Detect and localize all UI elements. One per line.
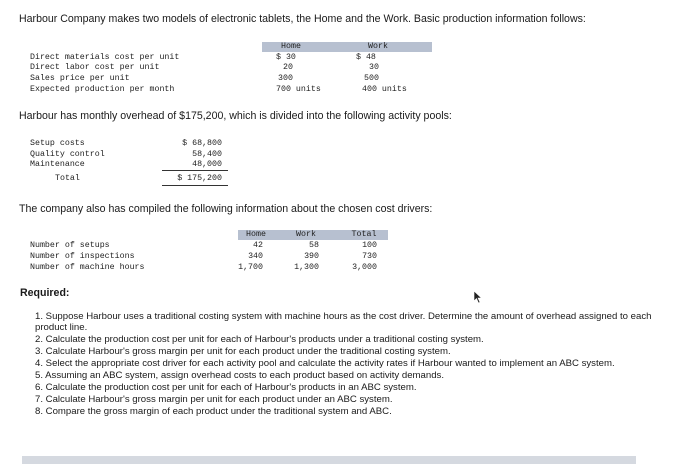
driver-row-label: Number of inspections <box>30 252 135 261</box>
drivers-header-total: Total <box>351 230 377 239</box>
pool-row-value: 58,400 <box>192 150 222 159</box>
driver-row-home: 340 <box>248 252 263 261</box>
mouse-cursor-icon <box>473 290 485 304</box>
production-row-work: 400 units <box>362 85 407 94</box>
production-row-label: Sales price per unit <box>30 74 130 83</box>
production-row-work: 30 <box>369 63 379 72</box>
production-row-home: $ 30 <box>276 53 296 62</box>
pool-total-rule <box>162 185 228 186</box>
required-item: 2. Calculate the production cost per unit for each of Harbour's products under a traditional costing system. <box>35 334 484 346</box>
required-list <box>22 311 686 418</box>
pool-row-label: Quality control <box>30 150 105 159</box>
required-item: 8. Compare the gross margin of each product under the traditional system and ABC. <box>35 405 392 417</box>
pool-total-label: Total <box>55 174 80 183</box>
driver-row-home: 42 <box>253 241 263 250</box>
required-item: 1. Suppose Harbour uses a traditional costing system with machine hours as the cost driver. Determine the amount of overhead assigned to each product line. <box>35 311 652 334</box>
driver-row-total: 100 <box>362 241 377 250</box>
driver-row-work: 58 <box>309 241 319 250</box>
pool-total-value: $ 175,200 <box>177 174 222 183</box>
pool-row-value: $ 68,800 <box>182 139 222 148</box>
pool-row-value: 48,000 <box>192 160 222 169</box>
pool-row-label: Setup costs <box>30 139 85 148</box>
production-row-home: 300 <box>278 74 293 83</box>
intro-text: Harbour Company makes two models of electronic tablets, the Home and the Work. Basic production information follows: <box>19 13 586 25</box>
driver-row-work: 1,300 <box>294 263 319 272</box>
production-row-home: 700 units <box>276 85 321 94</box>
driver-row-total: 730 <box>362 252 377 261</box>
overhead-intro-text: Harbour has monthly overhead of $175,200, which is divided into the following activity pools: <box>19 110 452 122</box>
driver-row-total: 3,000 <box>352 263 377 272</box>
production-row-label: Expected production per month <box>30 85 175 94</box>
driver-row-work: 390 <box>304 252 319 261</box>
pool-subtotal-rule <box>162 170 228 171</box>
drivers-intro-text: The company also has compiled the following information about the chosen cost drivers: <box>19 203 433 215</box>
pool-row-label: Maintenance <box>30 160 85 169</box>
drivers-header-home: Home <box>246 230 266 239</box>
driver-row-home: 1,700 <box>238 263 263 272</box>
required-item: 5. Assuming an ABC system, assign overhead costs to each product based on activity demands. <box>35 370 445 382</box>
production-header-home: Home <box>281 42 301 51</box>
production-row-work: 500 <box>364 74 379 83</box>
production-header-work: Work <box>368 42 388 51</box>
drivers-header-work: Work <box>296 230 316 239</box>
required-item: 6. Calculate the production cost per unit for each of Harbour's products in an ABC system. <box>35 381 417 393</box>
production-row-label: Direct materials cost per unit <box>30 53 180 62</box>
required-item: 3. Calculate Harbour's gross margin per unit for each product under the traditional costing system. <box>35 346 451 358</box>
bottom-divider-bar <box>22 456 636 464</box>
production-row-home: 20 <box>283 63 293 72</box>
driver-row-label: Number of setups <box>30 241 110 250</box>
production-row-work: $ 48 <box>356 53 376 62</box>
required-title: Required: <box>20 287 70 299</box>
driver-row-label: Number of machine hours <box>30 263 145 272</box>
required-item: 4. Select the appropriate cost driver for each activity pool and calculate the activity rates if Harbour wanted to implement an ABC system. <box>35 358 615 370</box>
required-item: 7. Calculate Harbour's gross margin per unit for each product under an ABC system. <box>35 393 393 405</box>
production-row-label: Direct labor cost per unit <box>30 63 160 72</box>
